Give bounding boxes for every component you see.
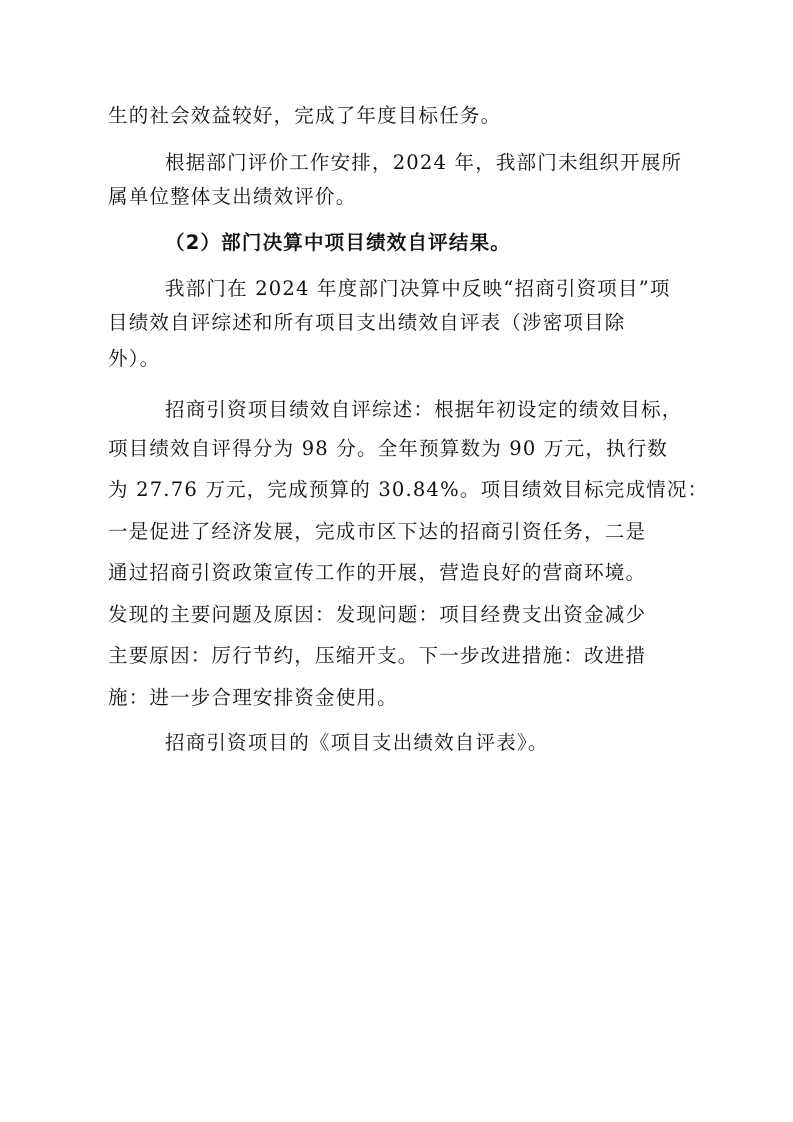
- paragraph-line: 发现的主要问题及原因：发现问题：项目经费支出资金减少: [108, 603, 647, 626]
- paragraph-line: 外）。: [108, 347, 161, 370]
- paragraph-line: 项目绩效自评得分为 98 分。全年预算数为 90 万元，执行数: [108, 437, 669, 460]
- paragraph-line: 为 27.76 万元，完成预算的 30.84%。项目绩效目标完成情况：: [108, 478, 709, 501]
- paragraph-line: 目绩效自评综述和所有项目支出绩效自评表（涉密项目除: [108, 311, 626, 334]
- paragraph-line: 招商引资项目的《项目支出绩效自评表》。: [165, 731, 549, 754]
- paragraph-line: 生的社会效益较好，完成了年度目标任务。: [108, 104, 502, 127]
- paragraph-line: 通过招商引资政策宣传工作的开展，营造良好的营商环境。: [108, 561, 647, 584]
- paragraph-line: 属单位整体支出绩效评价。: [108, 185, 357, 208]
- paragraph-line: 根据部门评价工作安排，2024 年，我部门未组织开展所: [165, 151, 683, 174]
- paragraph-line: 主要原因：厉行节约，压缩开支。下一步改进措施：改进措: [108, 644, 647, 667]
- paragraph-line: 我部门在 2024 年度部门决算中反映“招商引资项目”项: [165, 277, 671, 300]
- section-heading: （2）部门决算中项目绩效自评结果。: [165, 231, 511, 254]
- paragraph-line: 施：进一步合理安排资金使用。: [108, 686, 398, 709]
- paragraph-line: 一是促进了经济发展，完成市区下达的招商引资任务，二是: [108, 520, 647, 543]
- paragraph-line: 招商引资项目绩效自评综述：根据年初设定的绩效目标，: [165, 398, 683, 421]
